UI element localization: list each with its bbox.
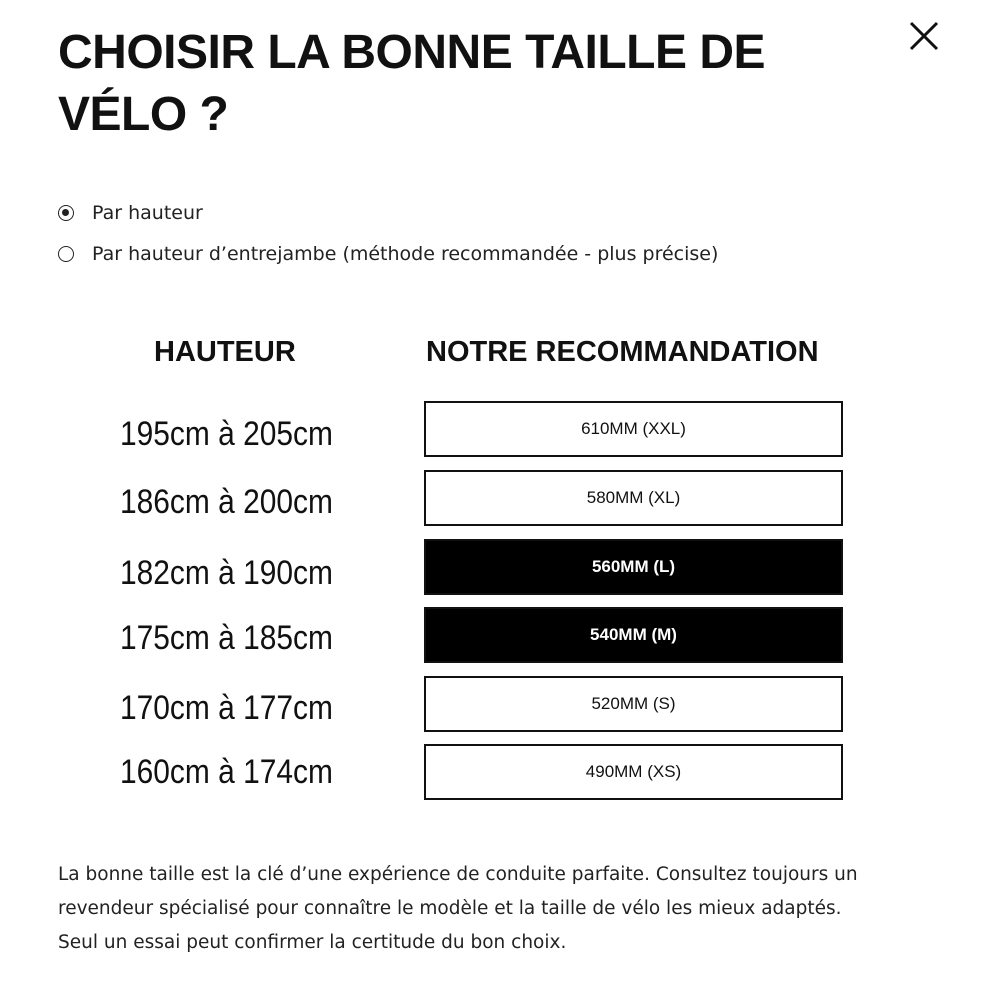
disclaimer-line: Seul un essai peut confirmer la certitude du bon choix. [58,932,567,953]
radio-unchecked-icon[interactable] [58,246,74,262]
radio-option-par-hauteur[interactable] [58,198,718,228]
height-range: 182cm à 190cm [120,554,333,592]
size-option-m[interactable]: 540MM (M) [424,607,843,663]
column-header-recommendation: NOTRE RECOMMANDATION [426,336,819,368]
size-option-s[interactable]: 520MM (S) [424,676,843,732]
radio-label: Par hauteur [92,202,203,224]
size-option-xs[interactable]: 490MM (XS) [424,744,843,800]
page-title: CHOISIR LA BONNE TAILLE DE VÉLO ? [58,26,765,141]
height-range: 160cm à 174cm [120,753,333,791]
column-header-height: HAUTEUR [154,336,296,368]
size-option-xxl[interactable]: 610MM (XXL) [424,401,843,457]
size-option-l[interactable]: 560MM (L) [424,539,843,595]
disclaimer-line: revendeur spécialisé pour connaître le modèle et la taille de vélo les mieux adaptés. [58,898,842,919]
close-button[interactable] [906,18,942,54]
radio-checked-icon[interactable] [58,205,74,221]
height-range: 170cm à 177cm [120,689,333,727]
height-range: 175cm à 185cm [120,619,333,657]
size-option-xl[interactable]: 580MM (XL) [424,470,843,526]
height-range: 186cm à 200cm [120,483,333,521]
radio-option-par-entrejambe[interactable] [58,239,718,269]
close-icon [906,18,942,54]
radio-label: Par hauteur d’entrejambe (méthode recommandée - plus précise) [92,243,719,265]
height-range: 195cm à 205cm [120,415,333,453]
disclaimer-text [58,858,948,960]
measurement-method-radio-group [58,198,718,280]
disclaimer-line: La bonne taille est la clé d’une expérience de conduite parfaite. Consultez toujours un [58,864,858,885]
